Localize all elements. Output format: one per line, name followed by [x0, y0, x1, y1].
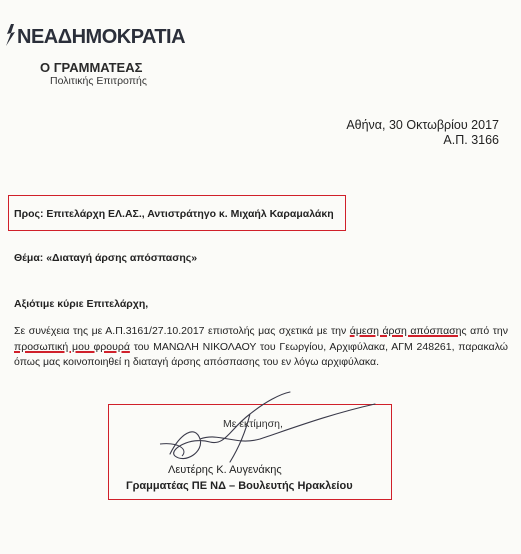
greeting: Αξιότιμε κύριε Επιτελάρχη, [14, 298, 149, 310]
signatory-name: Λευτέρης Κ. Αυγενάκης [168, 464, 282, 476]
recipient-line: Προς: Επιτελάρχη ΕΛ.ΑΣ., Αντιστράτηγο κ. Μιχαήλ Καραμαλάκη [14, 208, 334, 220]
reference-number: Α.Π. 3166 [443, 133, 499, 147]
signatory-role: Γραμματέας ΠΕ ΝΔ – Βουλευτής Ηρακλείου [126, 480, 353, 492]
body-part-1: Σε συνέχεια της με Α.Π.3161/27.10.2017 επιστολής μας σχετικά με την [14, 325, 350, 337]
signature-closing: Με εκτίμηση, [223, 418, 283, 430]
letter-date: Αθήνα, 30 Οκτωβρίου 2017 [346, 118, 499, 132]
sender-subtitle: Πολιτικής Επιτροπής [50, 75, 147, 87]
body-part-3: του ΜΑΝΩΛΗ ΝΙΚΟΛΑΟΥ του Γεωργίου, Αρχιφύλακα, ΑΓΜ 248261, παρακαλώ όπως μας κοινοποιηθεί η διαταγή άρσης απόσπασης του εν λόγω αρχιφύλακα. [14, 340, 508, 368]
sender-title: Ο ΓΡΑΜΜΑΤΕΑΣ [40, 60, 143, 75]
party-logo [2, 24, 185, 50]
subject-line: Θέμα: «Διαταγή άρσης απόσπασης» [14, 252, 198, 264]
letter-body [14, 324, 508, 371]
logo-text: ΝΕΑΔΗΜΟΚΡΑΤΙΑ [17, 26, 186, 48]
body-highlight-1: άμεση άρση απόσπασης [349, 325, 467, 337]
body-highlight-2: προσωπική μου φρουρά [14, 340, 130, 353]
body-part-2: από την [466, 325, 509, 337]
